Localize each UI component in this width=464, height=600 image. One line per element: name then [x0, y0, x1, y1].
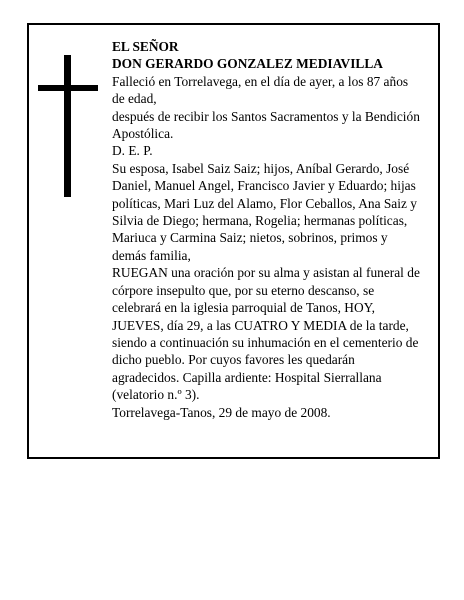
cross-vertical-bar: [64, 55, 71, 197]
rest-in-peace: D. E. P.: [112, 143, 153, 159]
cross-horizontal-bar: [38, 85, 98, 91]
heading-title: EL SEÑOR: [112, 39, 179, 54]
cross-icon: [38, 55, 98, 197]
death-announcement: Falleció en Torrelavega, en el día de ayer, a los 87 años de edad,: [112, 73, 409, 107]
funeral-request: RUEGAN una oración por su alma y asistan al funeral de córpore insepulto que, por su eterno descanso, se celebrará en la iglesia parroquial de Tanos, HOY, JUEVES, día 29, a las CUATRO Y MEDIA de la tarde, siendo a continuación su inhumación en el cementerio de dicho pueblo. Por cuyos favores les quedarán agradecidos. Capilla ardiente: Hospital Sierrallana (velatorio n.º 3).: [112, 265, 420, 403]
obituary-text: [112, 38, 424, 421]
deceased-name: DON GERARDO GONZALEZ MEDIAVILLA: [112, 56, 383, 72]
family-list: Su esposa, Isabel Saiz Saiz; hijos, Aníbal Gerardo, José Daniel, Manuel Angel, Francisco Javier y Eduardo; hijas políticas, Mari Luz del Alamo, Flor Ceballos, Ana Saiz y Silvia de Diego; hermana, Rogelia; hermanas políticas, Mariuca y Carmina Saiz; nietos, sobrinos, primos y demás familia,: [112, 160, 417, 263]
place-date: Torrelavega-Tanos, 29 de mayo de 2008.: [112, 404, 331, 420]
sacraments-line: después de recibir los Santos Sacramentos y la Bendición Apostólica.: [112, 108, 420, 142]
